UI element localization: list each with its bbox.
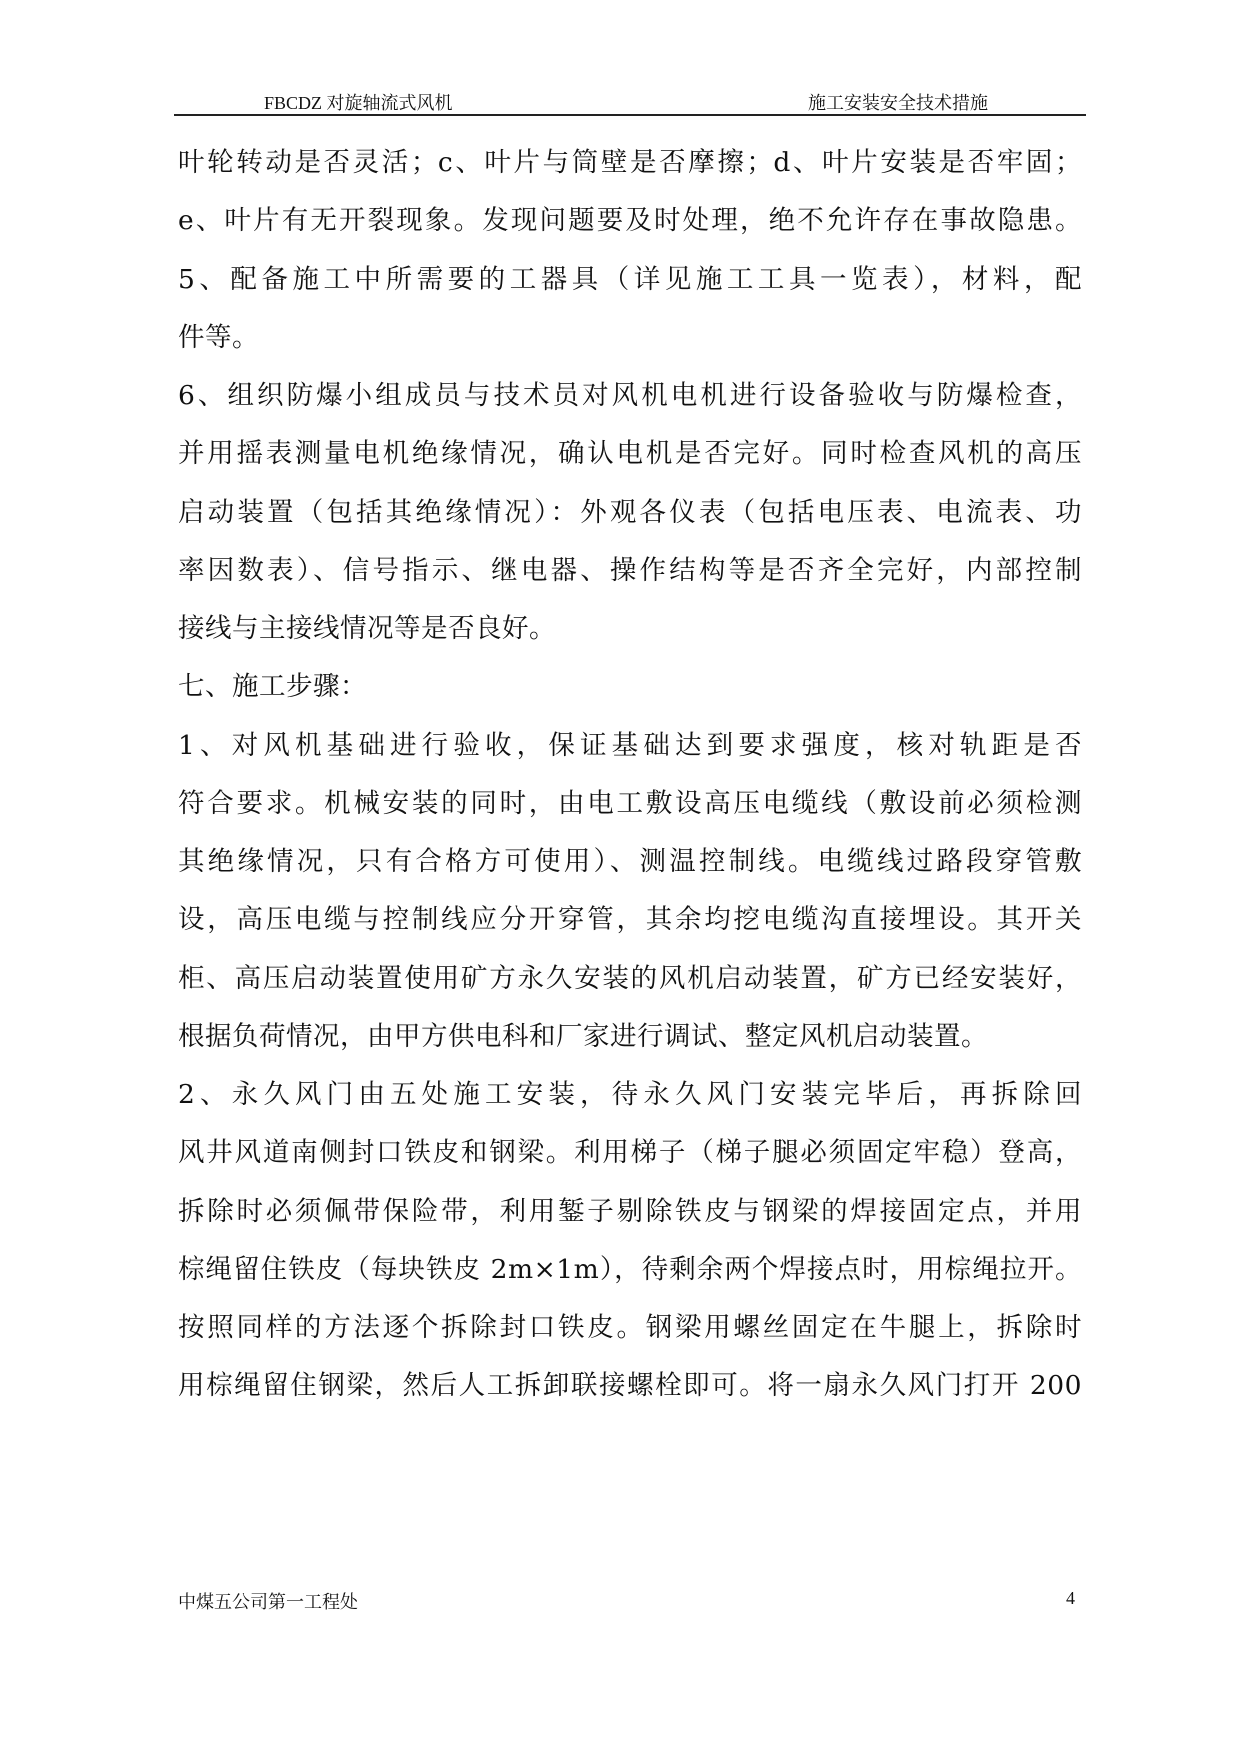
text-line: 其绝缘情况，只有合格方可使用）、测温控制线。电缆线过路段穿管敷 (178, 846, 1082, 877)
text-line: 拆除时必须佩带保险带，利用錾子剔除铁皮与钢梁的焊接固定点，并用 (178, 1196, 1082, 1227)
text-line: 6、组织防爆小组成员与技术员对风机电机进行设备验收与防爆检查， (178, 380, 1082, 411)
text-line: 2、永久风门由五处施工安装，待永久风门安装完毕后，再拆除回 (178, 1079, 1082, 1110)
header-left-title: FBCDZ 对旋轴流式风机 (264, 93, 453, 113)
text-line: 根据负荷情况，由甲方供电科和厂家进行调试、整定风机启动装置。 (178, 1021, 988, 1052)
section-heading: 七、施工步骤： (178, 671, 367, 702)
text-line: 件等。 (178, 322, 259, 353)
text-line: 接线与主接线情况等是否良好。 (178, 613, 556, 644)
text-line: 柜、高压启动装置使用矿方永久安装的风机启动装置，矿方已经安装好， (178, 963, 1082, 994)
text-line: 1、对风机基础进行验收，保证基础达到要求强度，核对轨距是否 (178, 730, 1082, 761)
text-line: 并用摇表测量电机绝缘情况，确认电机是否完好。同时检查风机的高压 (178, 438, 1082, 469)
text-line: 棕绳留住铁皮（每块铁皮 2m×1m），待剩余两个焊接点时，用棕绳拉开。 (178, 1254, 1082, 1285)
text-line: 启动装置（包括其绝缘情况）：外观各仪表（包括电压表、电流表、功 (178, 497, 1082, 528)
page-number: 4 (1066, 1588, 1075, 1608)
text-line: e、叶片有无开裂现象。发现问题要及时处理，绝不允许存在事故隐患。 (178, 205, 1082, 236)
header-divider (174, 114, 1086, 116)
text-line: 设，高压电缆与控制线应分开穿管，其余均挖电缆沟直接埋设。其开关 (178, 904, 1082, 935)
footer-company: 中煤五公司第一工程处 (178, 1592, 358, 1613)
header-right-title: 施工安装安全技术措施 (808, 93, 988, 113)
text-line: 叶轮转动是否灵活；c、叶片与筒壁是否摩擦；d、叶片安装是否牢固； (178, 147, 1082, 178)
text-line: 符合要求。机械安装的同时，由电工敷设高压电缆线（敷设前必须检测 (178, 788, 1082, 819)
page-header (174, 85, 1086, 115)
text-line: 风井风道南侧封口铁皮和钢梁。利用梯子（梯子腿必须固定牢稳）登高， (178, 1137, 1082, 1168)
text-line: 按照同样的方法逐个拆除封口铁皮。钢梁用螺丝固定在牛腿上，拆除时 (178, 1312, 1082, 1343)
text-line: 率因数表）、信号指示、继电器、操作结构等是否齐全完好，内部控制 (178, 555, 1082, 586)
text-line: 用棕绳留住钢梁，然后人工拆卸联接螺栓即可。将一扇永久风门打开 200 (178, 1370, 1082, 1401)
text-line: 5、配备施工中所需要的工器具（详见施工工具一览表），材料，配 (178, 264, 1082, 295)
